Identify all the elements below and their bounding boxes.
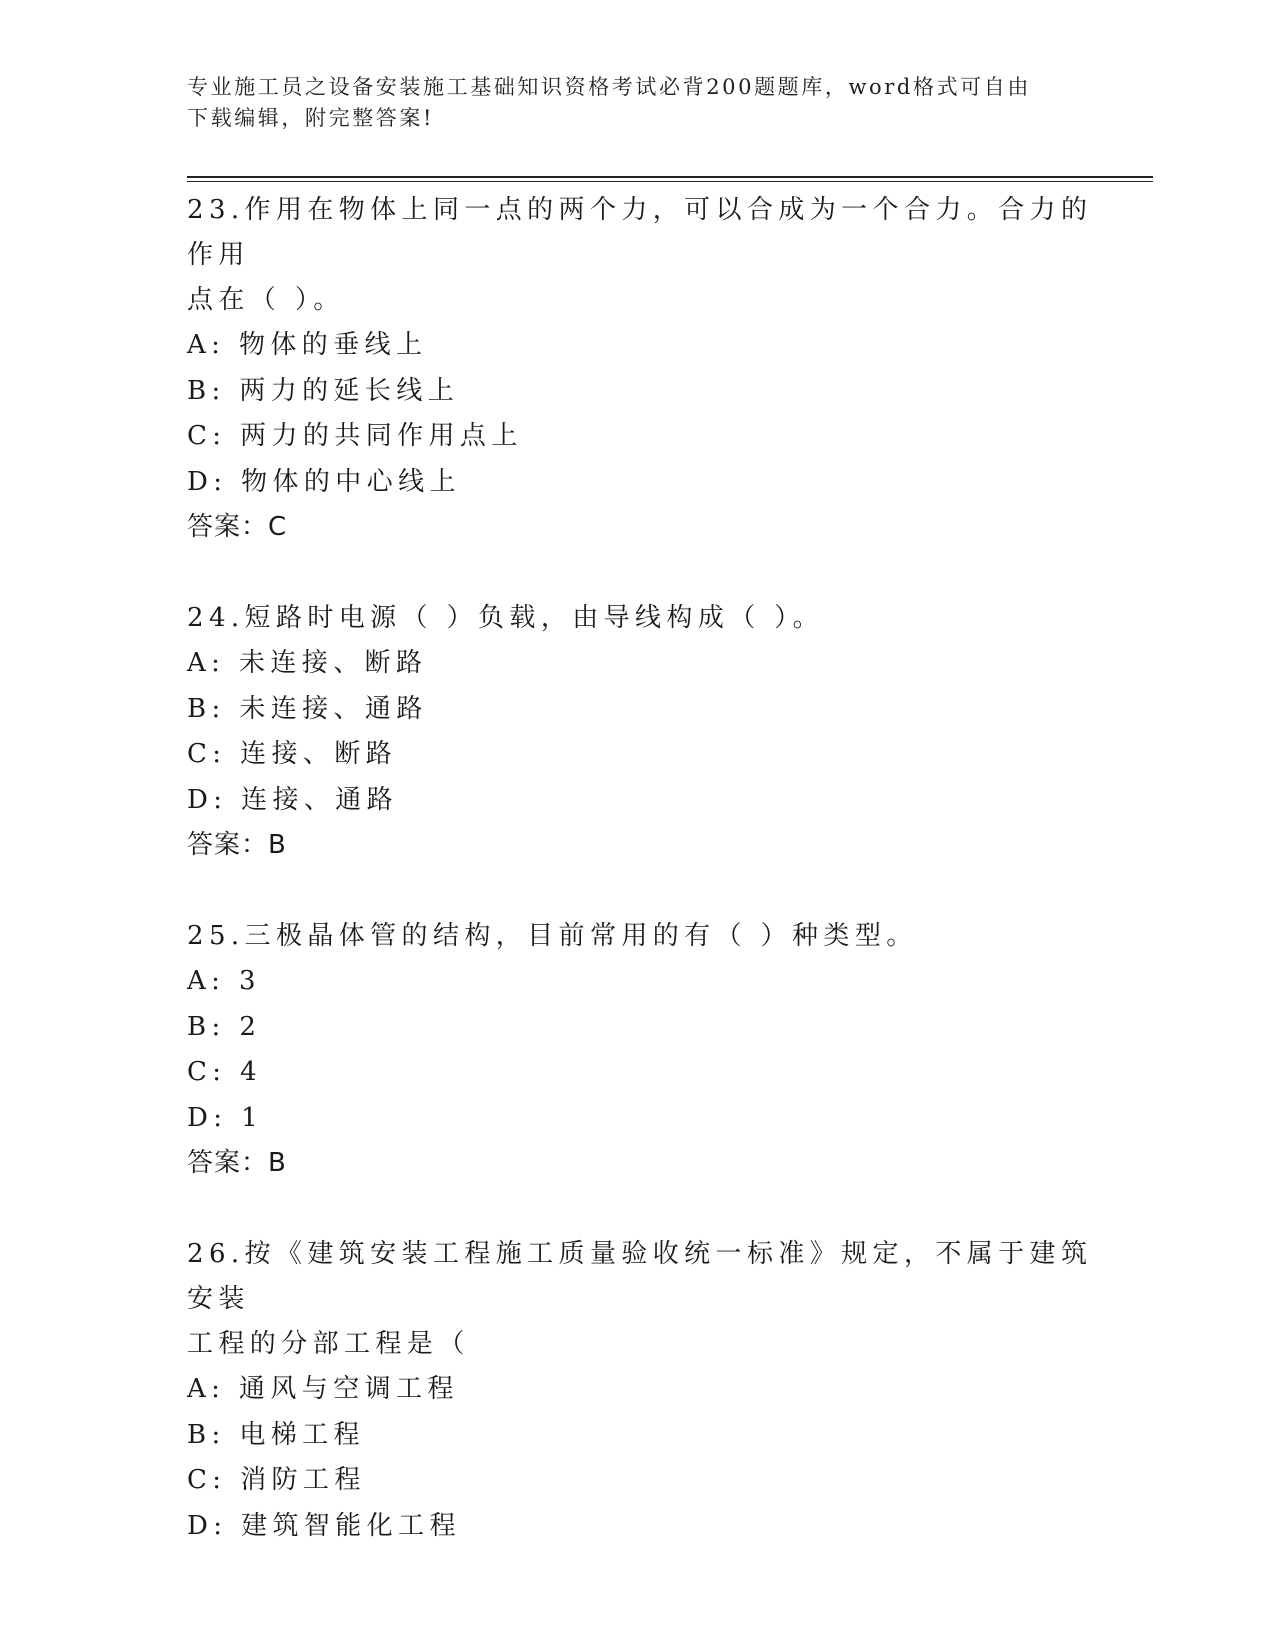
option-a: A: 3	[187, 966, 261, 996]
option-d: D: 连接、通路	[187, 784, 399, 815]
header-line-2: 下载编辑，附完整答案!	[187, 106, 435, 130]
option-c: C: 两力的共同作用点上	[187, 421, 523, 451]
question-24	[187, 596, 1117, 868]
option-b: B: 电梯工程	[187, 1419, 365, 1450]
question-26	[187, 1232, 1117, 1549]
option-d: D: 1	[187, 1102, 264, 1133]
question-spacer	[187, 868, 1117, 914]
option-c: C: 消防工程	[187, 1465, 366, 1495]
question-stem-line-2: 点在（ ）。	[187, 285, 345, 315]
option-b: B: 未连接、通路	[187, 693, 428, 724]
answer-line: 答案：C	[187, 512, 288, 542]
option-a: A: 通风与空调工程	[187, 1374, 459, 1404]
option-d: D: 建筑智能化工程	[187, 1510, 461, 1541]
question-stem-line-1: 25.三极晶体管的结构，目前常用的有（ ）种类型。	[187, 921, 918, 951]
option-a: A: 物体的垂线上	[187, 330, 428, 360]
answer-line: 答案：B	[187, 830, 287, 860]
option-c: C: 连接、断路	[187, 739, 398, 769]
option-c: C: 4	[187, 1057, 263, 1087]
question-list	[187, 188, 1117, 1549]
option-b: B: 两力的延长线上	[187, 375, 460, 406]
question-stem-line-2: 工程的分部工程是（	[187, 1329, 470, 1359]
header-divider-thin	[187, 181, 1153, 182]
question-25	[187, 914, 1117, 1186]
answer-line: 答案：B	[187, 1148, 287, 1178]
question-stem-line-1: 24.短路时电源（ ）负载，由导线构成（ ）。	[187, 603, 825, 633]
document-header	[187, 72, 1067, 134]
option-a: A: 未连接、断路	[187, 648, 428, 678]
header-divider-thick	[187, 176, 1153, 178]
question-23	[187, 188, 1117, 550]
option-d: D: 物体的中心线上	[187, 466, 461, 497]
question-spacer	[187, 550, 1117, 596]
option-b: B: 2	[187, 1011, 262, 1042]
header-line-1: 专业施工员之设备安装施工基础知识资格考试必背200题题库，word格式可自由	[187, 75, 1031, 99]
question-stem-line-1: 23.作用在物体上同一点的两个力，可以合成为一个合力。合力的作用	[187, 195, 1093, 270]
question-stem-line-1: 26.按《建筑安装工程施工质量验收统一标准》规定，不属于建筑安装	[187, 1239, 1093, 1314]
question-spacer	[187, 1186, 1117, 1232]
